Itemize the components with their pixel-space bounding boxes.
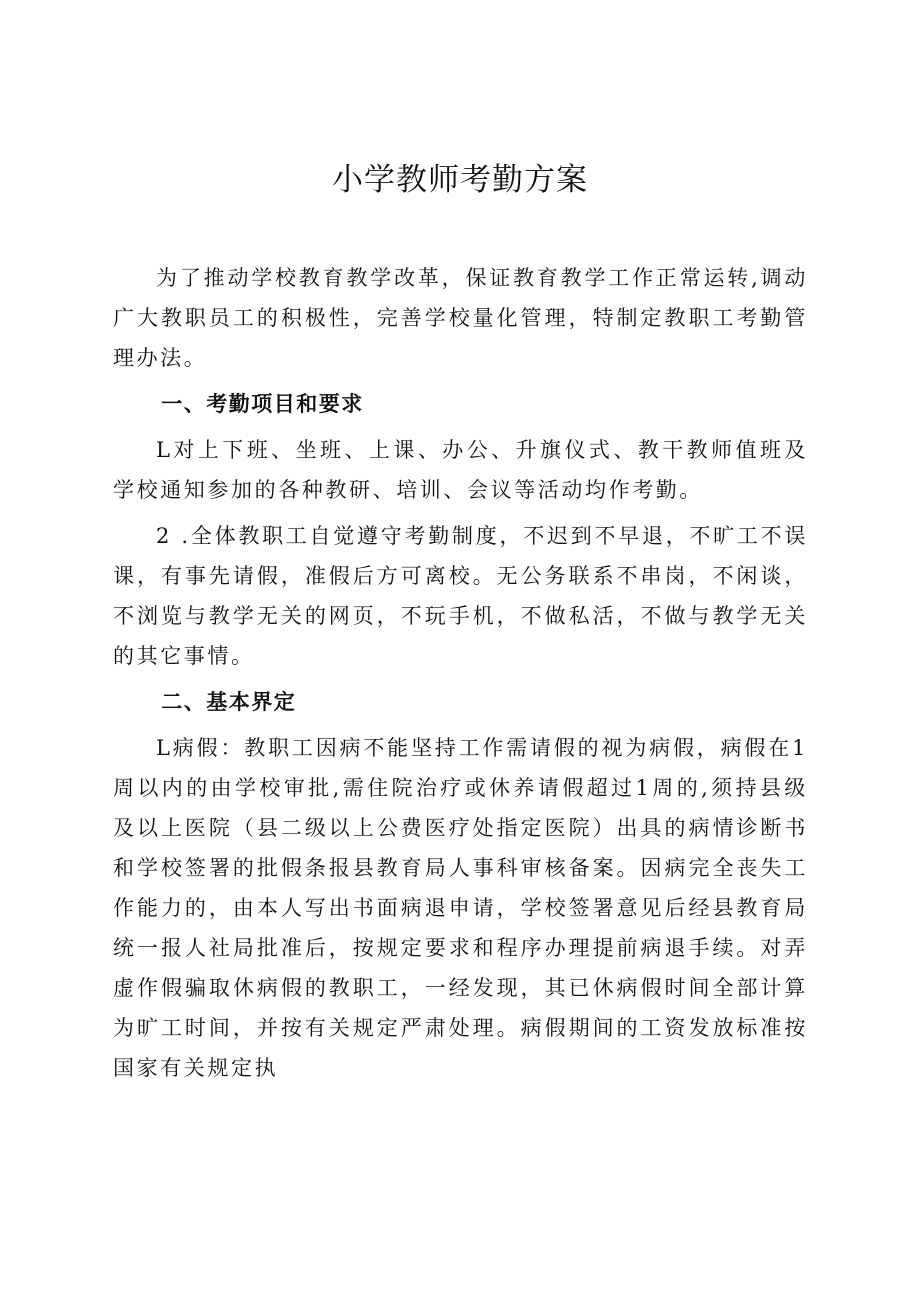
section-2-item-1: L病假：教职工因病不能坚持工作需请假的视为病假，病假在1周以内的由学校审批,需住院治疗或休养请假超过1周的,须持县级及以上医院（县二级以上公费医疗处指定医院）出具的病情诊断书和学校签署的批假条报县教育局人事科审核备案。因病完全丧失工作能力的，由本人写出书面病退申请，学校签署意见后经县教育局统一报人社局批准后，按规定要求和程序办理提前病退手续。对弄虚作假骗取休病假的教职工，一经发现，其已休病假时间全部计算为旷工时间，并按有关规定严肃处理。病假期间的工资发放标准按国家有关规定执 <box>113 736 808 1080</box>
section-1-item-2: 2 .全体教职工自觉遵守考勤制度，不迟到不早退，不旷工不误课，有事先请假，准假后方可离校。无公务联系不串岗，不闲谈，不浏览与教学无关的网页，不玩手机，不做私活，不做与教学无关的其它事情。 <box>113 524 808 668</box>
intro-paragraph: 为了推动学校教育教学改革，保证教育教学工作正常运转,调动广大教职员工的积极性，完善学校量化管理，特制定教职工考勤管理办法。 <box>113 266 808 370</box>
document-title: 小学教师考勤方案 <box>332 162 588 198</box>
section-1-item-1: L对上下班、坐班、上课、办公、升旗仪式、教干教师值班及学校通知参加的各种教研、培训、会议等活动均作考勤。 <box>113 438 808 502</box>
document-body <box>113 258 808 1094</box>
section-1-heading: 一、考勤项目和要求 <box>161 392 364 416</box>
section-2-heading: 二、基本界定 <box>161 690 297 714</box>
